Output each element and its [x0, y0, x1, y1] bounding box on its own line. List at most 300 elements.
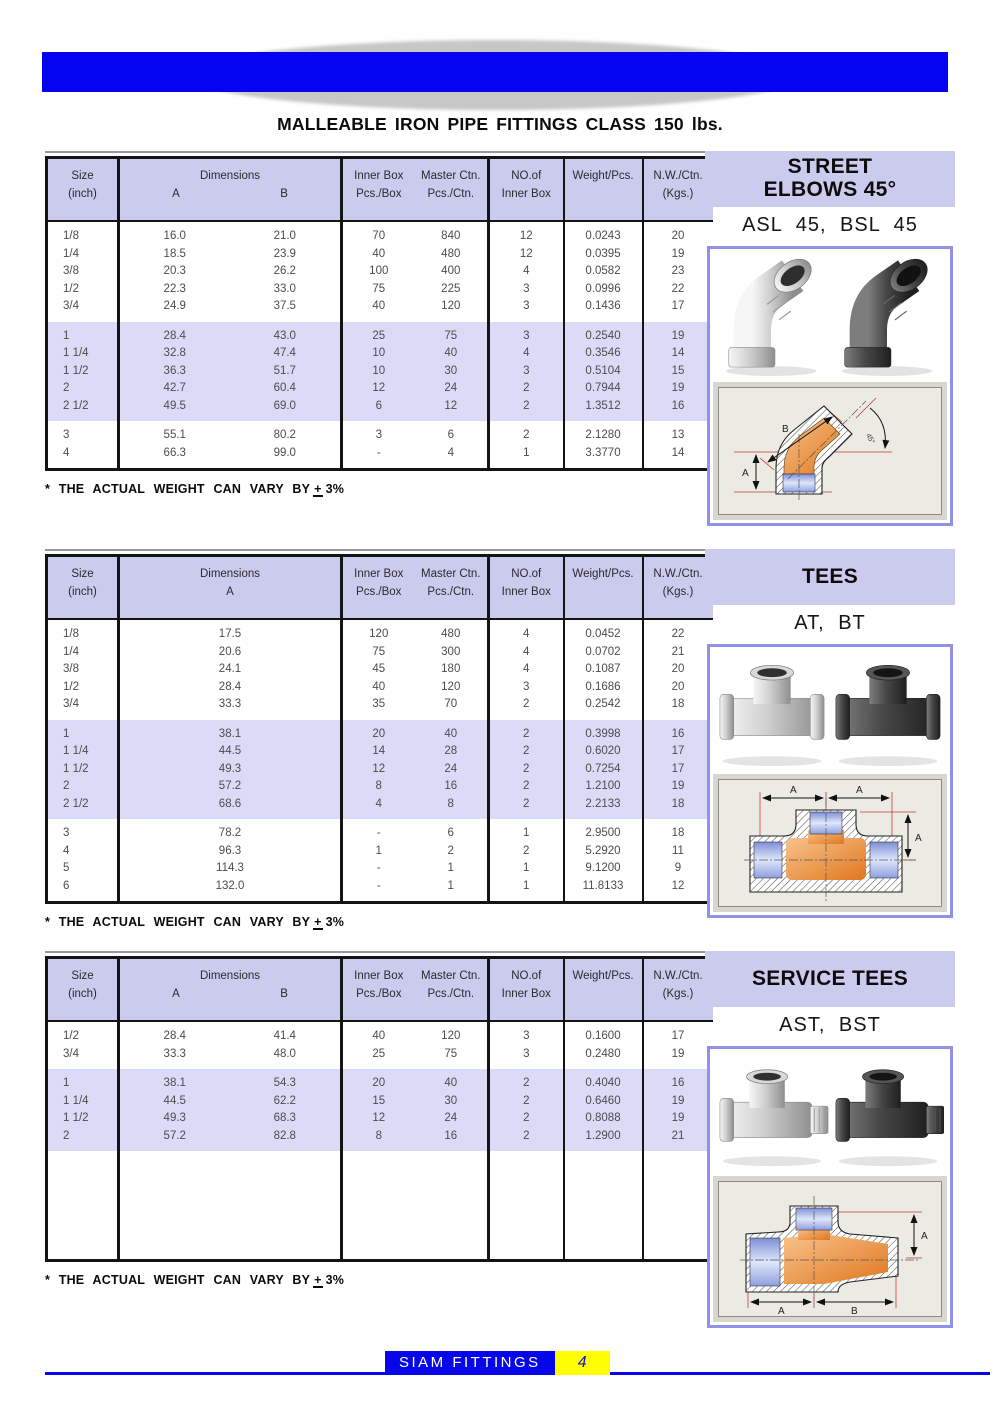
- dim-label-a-left: A: [790, 785, 797, 796]
- table-cell: 68.6: [119, 796, 342, 820]
- col-header-dimensions: Dimensions A B: [119, 958, 342, 1022]
- product-photos-street-elbows: [713, 252, 947, 382]
- model-codes-service-tees: AST, BST: [779, 1014, 881, 1036]
- table-cell: 21: [643, 1128, 713, 1152]
- dim-label-b-bottom: B: [851, 1306, 858, 1316]
- weight-note: * THE ACTUAL WEIGHT CAN VARY BY + 3%: [45, 915, 345, 929]
- table-cell: 69.0: [230, 398, 342, 422]
- table-cell: 3.3770: [564, 445, 643, 470]
- table-cell: 2: [489, 743, 564, 761]
- table-cell: 49.3: [119, 761, 342, 779]
- table-cell: 40: [372, 247, 386, 260]
- table-cell: 2: [489, 720, 564, 744]
- elbow-photos-illustration: [716, 252, 944, 382]
- table-cell: 47.4: [230, 345, 342, 363]
- table-cell: 40: [415, 720, 489, 744]
- table-cell: 8: [342, 778, 415, 796]
- table-cell: 49.5: [119, 398, 230, 422]
- table-cell: 12: [342, 380, 415, 398]
- table-cell: 2.2133: [564, 796, 643, 820]
- service-tee-photos-illustration: [716, 1052, 944, 1176]
- table-row: [47, 619, 713, 644]
- table-cell: 120: [415, 1021, 489, 1046]
- table-cell: 30: [415, 1093, 489, 1111]
- table-cell: 25: [342, 322, 415, 346]
- table-row: [47, 322, 713, 346]
- table-cell: 1: [415, 878, 489, 903]
- table-cell: 8: [342, 1128, 415, 1152]
- table-cell: 100: [369, 265, 389, 277]
- table-cell: 33.3: [163, 1047, 186, 1060]
- col-header-size: Size (inch): [47, 556, 119, 620]
- table-cell: 12: [342, 761, 415, 779]
- table-cell: 3: [489, 322, 564, 346]
- table-row: [47, 1110, 713, 1128]
- col-header-dimensions: Dimensions A B: [119, 158, 342, 222]
- table-cell: 20: [342, 1069, 415, 1093]
- table-cell: 2: [489, 398, 564, 422]
- col-header-weight: Weight/Pcs.: [564, 158, 643, 222]
- table-cell: 4: [489, 661, 564, 679]
- table-cell: 41.4: [230, 1021, 342, 1046]
- table-cell: 40: [415, 1069, 489, 1093]
- dim-label-a-right: A: [856, 785, 863, 796]
- col-header-no-of-inner-box: NO.of Inner Box: [489, 556, 564, 620]
- table-cell: 19: [671, 1047, 685, 1060]
- table-cell: 0.5104: [564, 363, 643, 381]
- table-cell: 11: [672, 844, 684, 857]
- table-cell: 20.6: [119, 644, 342, 662]
- col-header-nw-ctn: N.W./Ctn. (Kgs.): [643, 158, 713, 222]
- table-row: [47, 1069, 713, 1093]
- table-cell: 1: [375, 844, 382, 857]
- table-cell: 19: [643, 1093, 713, 1111]
- table-row: [47, 644, 713, 662]
- table-row: [47, 398, 713, 422]
- table-cell: 16: [643, 398, 713, 422]
- table-row: [47, 246, 713, 264]
- table-cell: 114.3: [119, 860, 342, 878]
- table-cell: 19: [643, 380, 713, 398]
- table-cell: 1/8: [47, 619, 119, 644]
- table-cell: 2: [489, 696, 564, 720]
- table-group: [47, 720, 713, 820]
- tee-photo-galvanized: [720, 665, 824, 766]
- table-group: [47, 1021, 713, 1069]
- col-header-no-of-inner-box: NO.of Inner Box: [489, 958, 564, 1022]
- col-header-size: Size (inch): [47, 958, 119, 1022]
- table-cell: 1/4: [47, 246, 119, 264]
- panel-title-street-elbows: STREET ELBOWS 45°: [705, 151, 955, 207]
- col-header-inner-box: Inner Box Pcs./Box: [342, 556, 415, 620]
- table-cell: 2: [47, 778, 119, 796]
- table-row: [47, 221, 713, 246]
- table-cell: 225: [415, 281, 489, 299]
- table-cell: 0.6460: [564, 1093, 643, 1111]
- table-cell: 8: [415, 796, 489, 820]
- table-cell: 38.1: [119, 720, 342, 744]
- table-cell: 3/4: [47, 298, 119, 322]
- table-cell: 75: [415, 1046, 489, 1070]
- table-cell: 0.1436: [564, 298, 643, 322]
- table-cell: 28.4: [163, 1030, 186, 1042]
- table-cell: 1 1/2: [47, 761, 119, 779]
- panel-title-service-tees: SERVICE TEES: [705, 951, 955, 1007]
- table-cell: 14: [342, 743, 415, 761]
- table-cell: 0.6020: [564, 743, 643, 761]
- dim-label-a-bottom: A: [778, 1306, 785, 1316]
- table-cell: 9.1200: [564, 860, 643, 878]
- plus-minus-symbol: +: [314, 482, 322, 496]
- table-cell: 12: [489, 221, 564, 246]
- table-cell: 3/8: [47, 661, 119, 679]
- table-cell: 3/4: [47, 1046, 119, 1070]
- table-cell: 30: [415, 363, 489, 381]
- panel-service-tees: [705, 951, 955, 1328]
- spec-table-street-elbows: [45, 156, 713, 471]
- table-cell: 13: [671, 429, 685, 441]
- table-cell: 75: [415, 322, 489, 346]
- panel-street-elbows: [705, 151, 955, 526]
- table-cell: 20.3: [163, 265, 186, 277]
- table-cell: 14: [643, 345, 713, 363]
- page-number-box: 4: [555, 1351, 610, 1375]
- table-cell: 2: [489, 761, 564, 779]
- table-cell: 0.0702: [564, 644, 643, 662]
- table-cell: 28.4: [119, 679, 342, 697]
- table-row: [47, 878, 713, 903]
- table-cell: 20: [671, 230, 685, 242]
- plus-minus-symbol: +: [314, 1273, 322, 1287]
- table-cell: 1: [489, 878, 564, 903]
- table-cell: 26.2: [230, 263, 342, 281]
- technical-drawing-frame: [713, 382, 947, 520]
- table-row: [47, 345, 713, 363]
- table-cell: 21: [671, 645, 685, 658]
- table-cell: 20: [671, 680, 685, 693]
- table-cell: 0.1686: [564, 679, 643, 697]
- table-group: [47, 322, 713, 422]
- table-cell: 1.2900: [564, 1128, 643, 1152]
- table-cell: 2 1/2: [47, 796, 119, 820]
- table-cell: 99.0: [230, 445, 342, 470]
- table-cell: 4: [489, 619, 564, 644]
- table-cell: 0.2540: [564, 322, 643, 346]
- table-cell: 70: [372, 230, 386, 242]
- table-row: [47, 778, 713, 796]
- table-cell: 2: [489, 1069, 564, 1093]
- table-cell: 17: [671, 1030, 685, 1042]
- table-cell: 120: [369, 628, 389, 640]
- table-cell: 0.7254: [564, 761, 643, 779]
- table-cell: 1/2: [47, 679, 119, 697]
- table-cell: 4: [489, 644, 564, 662]
- table-cell: 4: [489, 345, 564, 363]
- table-cell: 49.3: [119, 1110, 230, 1128]
- table-group: [47, 619, 713, 720]
- table-cell: 0.1600: [564, 1021, 643, 1046]
- table-cell: 120: [415, 679, 489, 697]
- table-cell: 2: [489, 796, 564, 820]
- table-cell: 2: [489, 778, 564, 796]
- table-cell: 300: [415, 644, 489, 662]
- table-cell: 33.0: [230, 281, 342, 299]
- table-cell: 0.4040: [564, 1069, 643, 1093]
- table-cell: 15: [643, 363, 713, 381]
- table-cell: 0.2542: [564, 696, 643, 720]
- table-cell: 2: [489, 1093, 564, 1111]
- table-cell: 28.4: [119, 322, 230, 346]
- table-cell: 17: [671, 300, 685, 312]
- table-cell: 0.7944: [564, 380, 643, 398]
- brand-box: SIAM FITTINGS: [385, 1351, 555, 1375]
- table-row: [47, 1021, 713, 1046]
- table-cell: 23: [671, 265, 685, 277]
- table-cell: 1: [47, 1069, 119, 1093]
- table-cell: 1/4: [47, 644, 119, 662]
- table-cell: 33.3: [119, 696, 342, 720]
- table-cell: 35: [372, 698, 386, 710]
- section-tees: [45, 549, 1000, 951]
- table-cell: 0.3546: [564, 345, 643, 363]
- section-service-tees: [45, 951, 1000, 1328]
- header-row: [47, 158, 713, 222]
- table-cell: 3: [489, 363, 564, 381]
- table-row: [47, 421, 713, 445]
- product-photos-service-tees: [713, 1052, 947, 1176]
- table-cell: 24: [415, 380, 489, 398]
- table-cell: 18: [643, 796, 713, 820]
- table-cell: 1/2: [47, 281, 119, 299]
- table-cell: 57.2: [119, 1128, 230, 1152]
- table-cell: 4: [415, 445, 489, 470]
- table-cell: 1/8: [47, 221, 119, 246]
- table-cell: 1: [415, 860, 489, 878]
- table-cell: 120: [415, 298, 489, 322]
- dim-label-a-vertical: A: [921, 1231, 928, 1242]
- technical-drawing-frame: [713, 774, 947, 912]
- table-cell: 20: [671, 663, 685, 675]
- table-cell: 3/8: [47, 263, 119, 281]
- table-cell: 17: [643, 743, 713, 761]
- table-cell: 3: [47, 819, 119, 843]
- table-row: [47, 363, 713, 381]
- table-cell: 22.3: [163, 282, 186, 295]
- table-cell: 16: [643, 1069, 713, 1093]
- table-row: [47, 679, 713, 697]
- table-cell: 1: [489, 445, 564, 470]
- table-cell: 17.5: [119, 619, 342, 644]
- table-cell: 4: [47, 445, 119, 470]
- table-row: [47, 263, 713, 281]
- table-cell: 96.3: [119, 843, 342, 861]
- table-cell: 6: [415, 421, 489, 445]
- table-cell: 19: [643, 778, 713, 796]
- table-cell: 480: [415, 619, 489, 644]
- spec-table-service-tees: [45, 956, 713, 1262]
- model-codes-tees: AT, BT: [794, 612, 866, 634]
- table-cell: 15: [342, 1093, 415, 1111]
- header-row: [47, 556, 713, 620]
- table-cell: 20: [342, 720, 415, 744]
- table-cell: 40: [372, 1030, 386, 1042]
- table-top-rule: [45, 151, 711, 153]
- col-header-no-of-inner-box: NO.of Inner Box: [489, 158, 564, 222]
- table-cell: 2: [489, 1110, 564, 1128]
- banner-blue-bar: [42, 52, 948, 92]
- table-cell: 1.2100: [564, 778, 643, 796]
- table-cell: 78.2: [119, 819, 342, 843]
- table-group: [47, 421, 713, 470]
- table-cell: 14: [671, 446, 685, 459]
- table-area-street-elbows: [45, 151, 711, 497]
- table-cell: 3: [489, 679, 564, 697]
- table-cell: 45: [372, 663, 386, 675]
- table-cell: 0.0996: [564, 281, 643, 299]
- table-row: [47, 743, 713, 761]
- table-cell: 32.8: [119, 345, 230, 363]
- table-cell: 42.7: [119, 380, 230, 398]
- spec-table-tees: [45, 554, 713, 904]
- footer-boxes: [385, 1351, 610, 1375]
- panel-tees: [705, 549, 955, 918]
- col-header-weight: Weight/Pcs.: [564, 556, 643, 620]
- table-cell: 480: [415, 246, 489, 264]
- table-cell: 2.9500: [564, 819, 643, 843]
- table-cell: -: [376, 446, 381, 459]
- product-photos-tees: [713, 650, 947, 774]
- table-cell: -: [376, 879, 381, 892]
- table-cell: 18.5: [163, 247, 186, 260]
- table-cell: 6: [342, 398, 415, 422]
- table-area-service-tees: [45, 951, 711, 1288]
- table-cell: 22: [671, 628, 685, 640]
- table-cell: 4: [47, 843, 119, 861]
- table-cell: 3: [489, 281, 564, 299]
- table-cell: 25: [372, 1047, 386, 1060]
- table-cell: 19: [643, 322, 713, 346]
- table-cell: 54.3: [230, 1069, 342, 1093]
- table-cell: 0.2480: [564, 1046, 643, 1070]
- table-row: [47, 661, 713, 679]
- table-cell: 16: [415, 778, 489, 796]
- table-row: [47, 1093, 713, 1111]
- page-title: MALLEABLE IRON PIPE FITTINGS CLASS 150 lbs.: [277, 114, 723, 134]
- table-cell: 12: [671, 879, 685, 892]
- table-cell: 16: [643, 720, 713, 744]
- table-row: [47, 819, 713, 843]
- table-cell: 62.2: [230, 1093, 342, 1111]
- table-cell: 1 1/4: [47, 345, 119, 363]
- table-cell: 75: [372, 282, 386, 295]
- dim-label-45deg: 45°: [864, 432, 876, 446]
- table-cell: 3: [489, 298, 564, 322]
- section-street-elbows-45: [45, 151, 1000, 549]
- table-cell: 16: [415, 1128, 489, 1152]
- table-cell: 3: [489, 1021, 564, 1046]
- table-cell: 18: [671, 698, 685, 710]
- table-top-rule: [45, 549, 711, 551]
- table-cell: 0.0452: [564, 619, 643, 644]
- table-cell: 1: [489, 860, 564, 878]
- table-cell: 28: [415, 743, 489, 761]
- table-cell: 40: [415, 345, 489, 363]
- table-cell: 37.5: [230, 298, 342, 322]
- product-image-box-street-elbows: [707, 246, 953, 526]
- table-row: [47, 281, 713, 299]
- table-cell: 12: [489, 246, 564, 264]
- tee-section-drawing: [719, 780, 935, 906]
- weight-note: * THE ACTUAL WEIGHT CAN VARY BY + 3%: [45, 482, 345, 496]
- elbow-photo-black: [842, 252, 934, 376]
- content: [45, 151, 1000, 1328]
- table-cell: 5.2920: [564, 843, 643, 861]
- table-cell: 75: [372, 645, 386, 658]
- table-cell: 2: [489, 843, 564, 861]
- table-cell: 2: [489, 421, 564, 445]
- table-cell: 2 1/2: [47, 398, 119, 422]
- table-cell: 43.0: [230, 322, 342, 346]
- table-group: [47, 221, 713, 322]
- table-group: [47, 819, 713, 903]
- table-cell: 19: [671, 247, 685, 260]
- table-cell: 1 1/2: [47, 363, 119, 381]
- table-cell: 1: [47, 720, 119, 744]
- table-cell: 40: [372, 680, 386, 693]
- elbow-45-section-drawing: [719, 388, 935, 514]
- table-row: [47, 796, 713, 820]
- table-cell: 2: [489, 1128, 564, 1152]
- table-cell: 82.8: [230, 1128, 342, 1152]
- elbow-photo-galvanized: [726, 252, 818, 376]
- table-cell: 2: [47, 380, 119, 398]
- footer: [45, 1351, 990, 1381]
- header-row: [47, 958, 713, 1022]
- tee-photo-black: [836, 665, 940, 766]
- product-image-box-tees: [707, 644, 953, 918]
- table-cell: 0.0395: [564, 246, 643, 264]
- table-cell: -: [376, 827, 381, 839]
- table-cell: 40: [372, 300, 386, 312]
- table-row: [47, 860, 713, 878]
- technical-drawing-frame: [713, 1176, 947, 1322]
- col-header-inner-box: Inner Box Pcs./Box: [342, 158, 415, 222]
- table-cell: -: [376, 862, 381, 874]
- table-cell: 60.4: [230, 380, 342, 398]
- table-cell: 840: [415, 221, 489, 246]
- table-cell: 180: [415, 661, 489, 679]
- table-cell: 0.1087: [564, 661, 643, 679]
- col-header-dimensions: Dimensions A: [119, 556, 342, 620]
- table-cell: 3: [375, 429, 382, 441]
- table-cell: 1 1/4: [47, 743, 119, 761]
- table-cell: 0.8088: [564, 1110, 643, 1128]
- table-cell: 68.3: [230, 1110, 342, 1128]
- table-cell: 1.3512: [564, 398, 643, 422]
- table-cell: 44.5: [119, 743, 342, 761]
- table-top-rule: [45, 951, 711, 953]
- dim-label-a-vertical: A: [915, 833, 922, 844]
- table-cell: 1/2: [47, 1021, 119, 1046]
- product-image-box-service-tees: [707, 1046, 953, 1328]
- table-cell: 55.1: [163, 429, 186, 441]
- table-cell: 1 1/4: [47, 1093, 119, 1111]
- table-cell: 23.9: [230, 246, 342, 264]
- col-header-master-ctn: Master Ctn. Pcs./Ctn.: [415, 958, 489, 1022]
- model-codes-street-elbows: ASL 45, BSL 45: [742, 214, 918, 236]
- table-cell: 10: [342, 345, 415, 363]
- table-cell: 6: [47, 878, 119, 903]
